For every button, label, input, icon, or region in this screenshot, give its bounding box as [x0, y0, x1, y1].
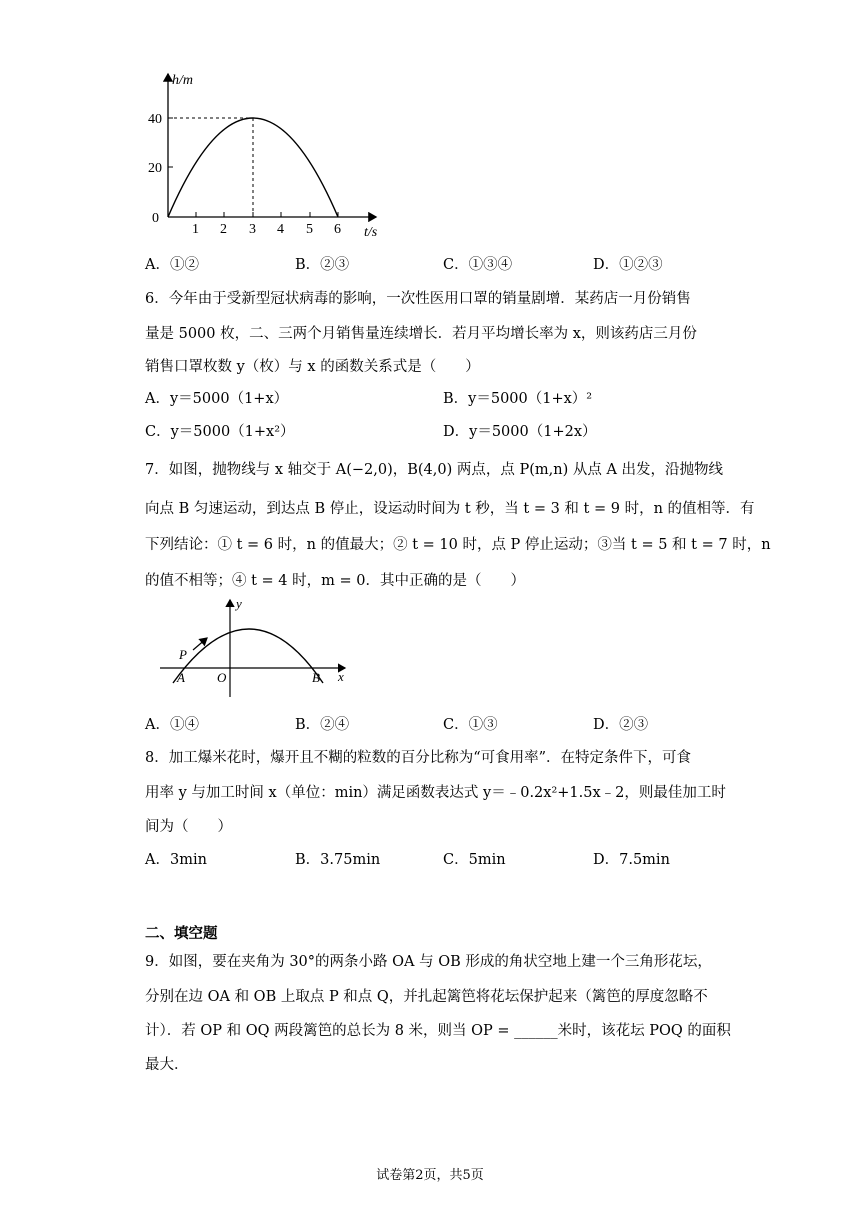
q8-text-line-1: 8．加工爆米花时，爆开且不糊的粒数的百分比称为“可食用率”．在特定条件下，可食 — [145, 750, 692, 766]
y-tick-0: 0 — [152, 211, 159, 226]
q7-option-c[interactable]: C．①③ — [443, 717, 498, 733]
q7-option-d[interactable]: D．②③ — [593, 717, 649, 733]
q8-option-b[interactable]: B．3.75min — [295, 852, 381, 868]
q6-option-c[interactable]: C．y＝5000（1+x²） — [145, 424, 295, 440]
q7-text-line-3: 下列结论：① t = 6 时，n 的值最大；② t = 10 时，点 P 停止运动；③当 t = 5 和 t = 7 时，n — [145, 537, 771, 553]
q7-option-a[interactable]: A．①④ — [145, 717, 199, 733]
q5-option-a[interactable]: A．①② — [145, 257, 199, 273]
page-footer: 试卷第2页，共5页 — [376, 1168, 484, 1183]
x-tick-2: 2 — [220, 222, 227, 237]
q8-text-line-2: 用率 y 与加工时间 x（单位：min）满足函数表达式 y＝﹣0.2x²+1.5x﹣2，则最佳加工时 — [145, 785, 726, 801]
q5-option-b[interactable]: B．②③ — [295, 257, 350, 273]
section-heading-fill-in-blank: 二、填空题 — [145, 925, 218, 942]
y-tick-20: 20 — [148, 161, 162, 176]
q9-text-line-1: 9．如图，要在夹角为 30°的两条小路 OA 与 OB 形成的角状空地上建一个三角形花坛， — [145, 954, 712, 970]
x-tick-1: 1 — [192, 222, 199, 237]
q8-option-a[interactable]: A．3min — [145, 852, 207, 868]
y-tick-40: 40 — [148, 112, 162, 127]
fig2-x-label: x — [338, 669, 344, 684]
q9-text-line-2: 分别在边 OA 和 OB 上取点 P 和点 Q，并扎起篱笆将花坛保护起来（篱笆的厚度忽略不 — [145, 989, 708, 1005]
q6-option-b[interactable]: B．y＝5000（1+x）² — [443, 391, 593, 407]
q9-text-line-4: 最大． — [145, 1057, 189, 1073]
fig2-y-label: y — [236, 596, 242, 611]
x-tick-5: 5 — [306, 222, 313, 237]
point-p-label: P — [179, 647, 187, 662]
q8-text-line-3: 间为（ ） — [145, 819, 232, 835]
q6-text-line-3: 销售口罩枚数 y（枚）与 x 的函数关系式是（ ） — [145, 359, 480, 375]
point-o-label: O — [217, 670, 227, 685]
q6-text-line-2: 量是 5000 枚，二、三两个月销售量连续增长．若月平均增长率为 x，则该药店三月份 — [145, 326, 697, 342]
parabola-motion-figure — [155, 595, 355, 700]
q7-text-line-1: 7．如图，抛物线与 x 轴交于 A(−2,0)，B(4,0) 两点，点 P(m,n) 从点 A 出发，沿抛物线 — [145, 462, 724, 478]
point-a-label: A — [177, 670, 185, 685]
q6-option-d[interactable]: D．y＝5000（1+2x） — [443, 424, 597, 440]
point-b-label: B — [312, 670, 320, 685]
q7-text-line-4: 的值不相等；④ t = 4 时，m = 0．其中正确的是（ ） — [145, 573, 525, 589]
y-axis-label: h/m — [172, 73, 193, 88]
q7-option-b[interactable]: B．②④ — [295, 717, 350, 733]
x-tick-3: 3 — [249, 222, 256, 237]
q5-option-c[interactable]: C．①③④ — [443, 257, 513, 273]
x-tick-4: 4 — [277, 222, 284, 237]
q5-option-d[interactable]: D．①②③ — [593, 257, 663, 273]
q8-option-d[interactable]: D．7.5min — [593, 852, 670, 868]
x-tick-6: 6 — [334, 222, 341, 237]
q9-text-line-3: 计）．若 OP 和 OQ 两段篱笆的总长为 8 米，则当 OP = ______米时，该花坛 POQ 的面积 — [145, 1023, 731, 1039]
q8-option-c[interactable]: C．5min — [443, 852, 506, 868]
q6-text-line-1: 6．今年由于受新型冠状病毒的影响，一次性医用口罩的销量剧增．某药店一月份销售 — [145, 291, 691, 307]
fig2-parabola — [173, 629, 323, 683]
q7-text-line-2: 向点 B 匀速运动，到达点 B 停止，设运动时间为 t 秒，当 t = 3 和 t = 9 时，n 的值相等．有 — [145, 501, 755, 517]
q6-option-a[interactable]: A．y＝5000（1+x） — [145, 391, 289, 407]
height-time-graph — [140, 68, 390, 240]
x-axis-label: t/s — [364, 225, 378, 240]
